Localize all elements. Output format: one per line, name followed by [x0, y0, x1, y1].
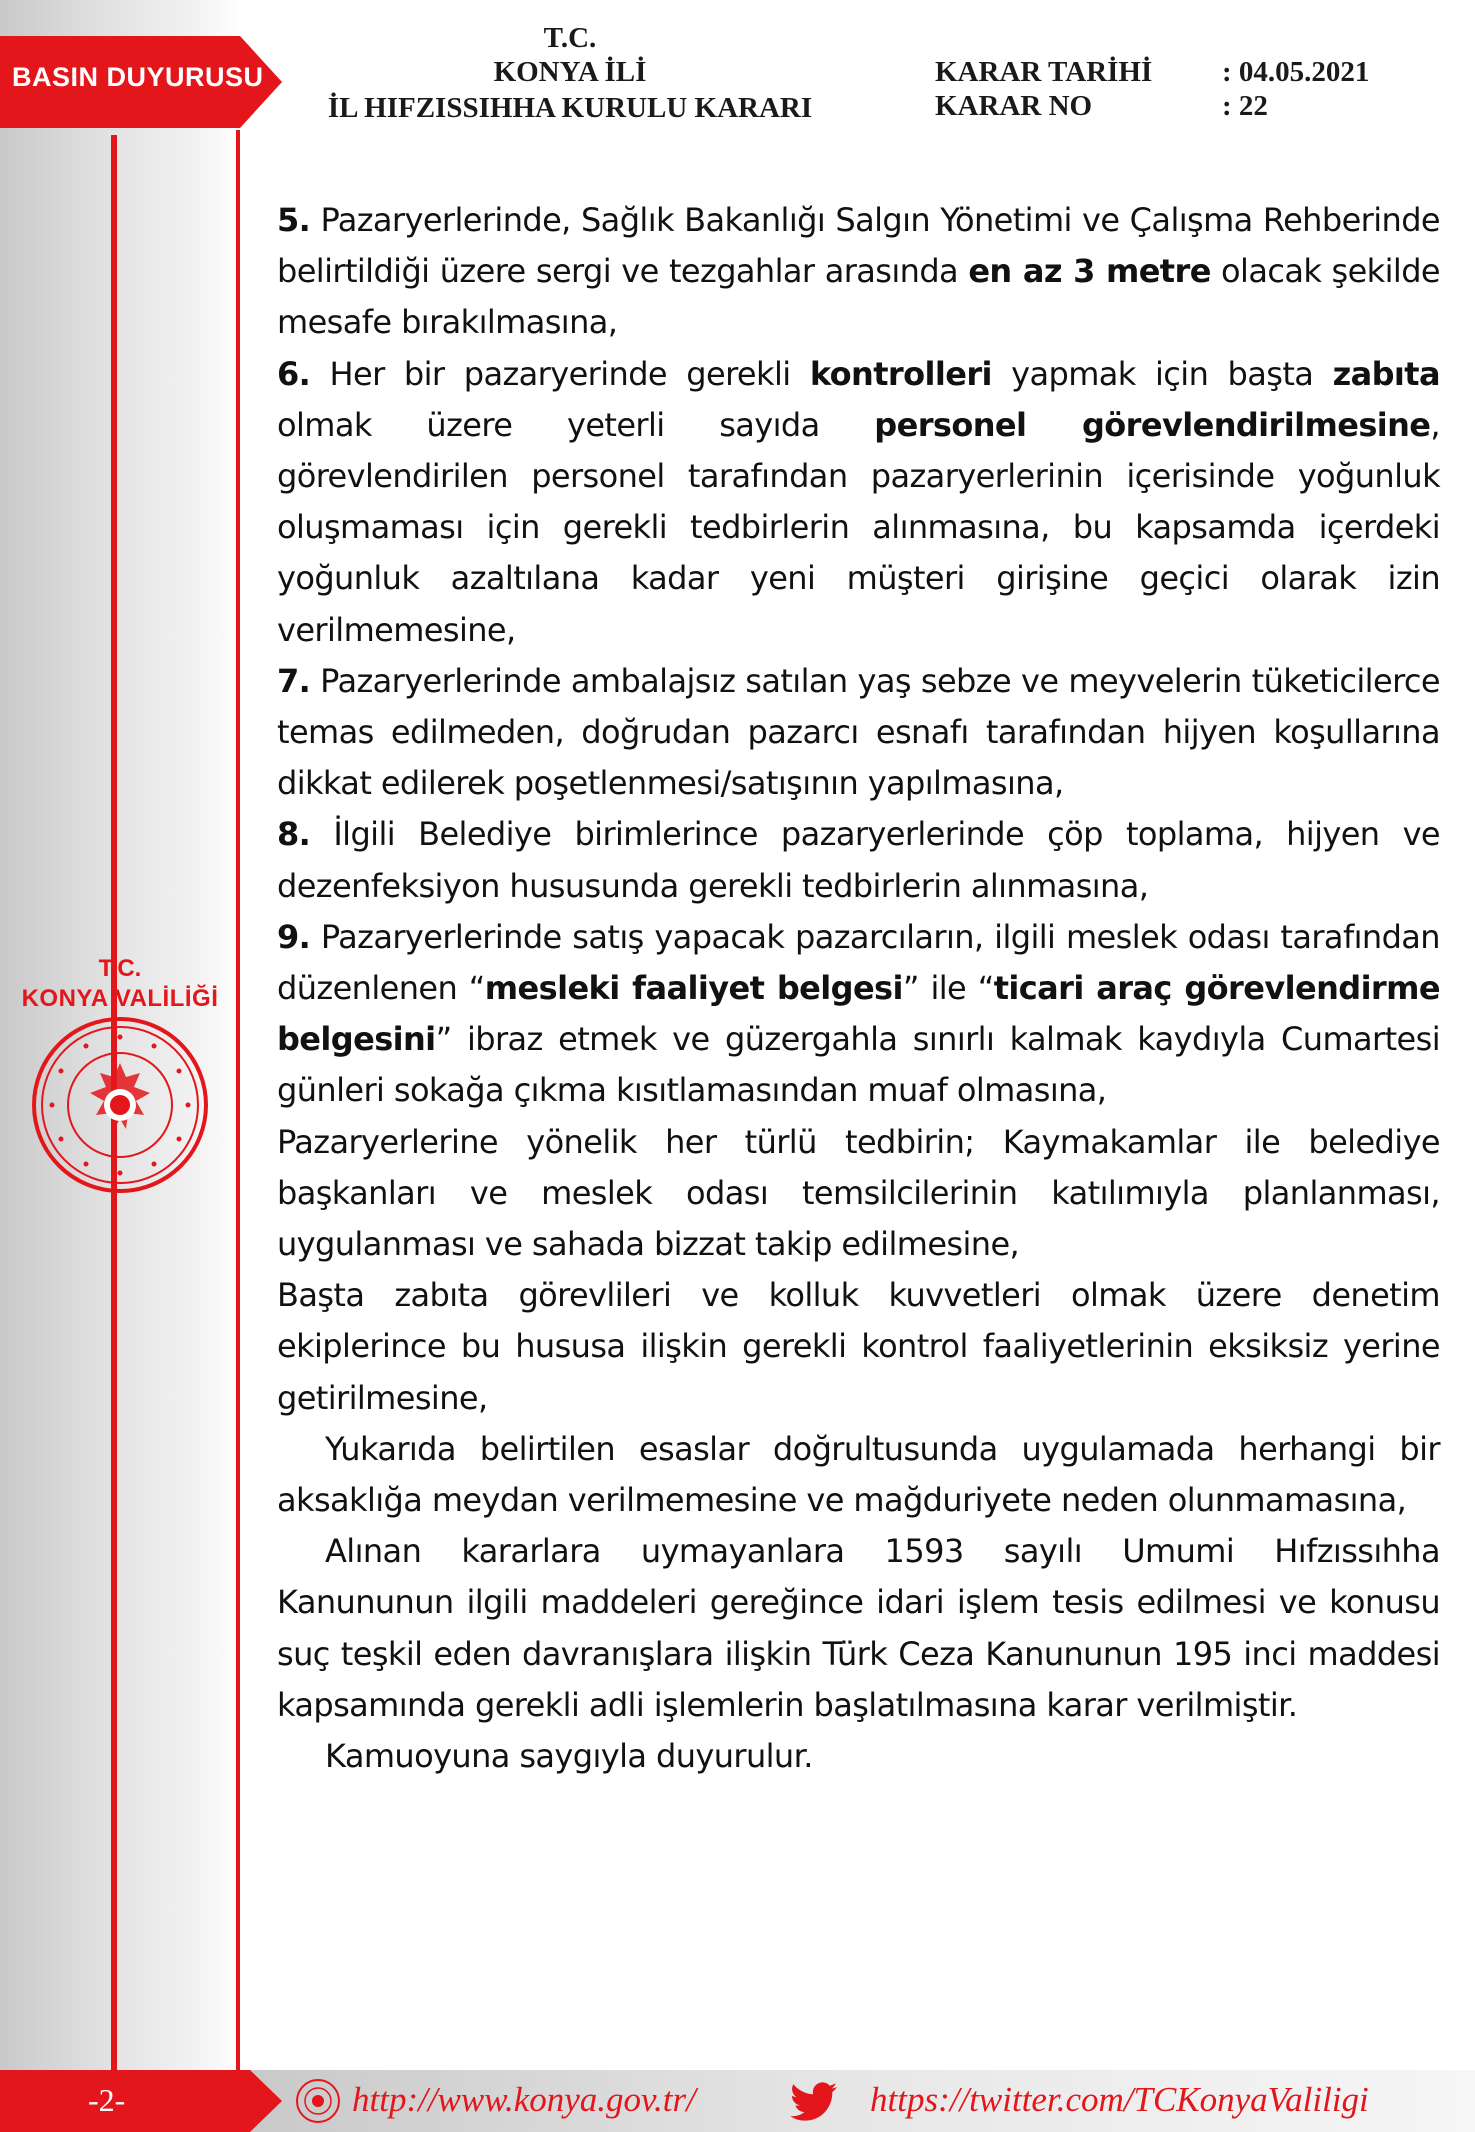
press-release-label: BASIN DUYURUSU	[12, 62, 264, 92]
paragraph-penalties: Alınan kararlara uymayanlara 1593 sayılı Umumi Hıfzıssıhha Kanununun ilgili maddeleri gereğince idari işlem tesis edilmesi ve konusu suç teşkil eden davranışlara ilişkin Türk Ceza Kanununun 195 inci maddesi kapsamında gerekli adli işlemlerin başlatılmasına karar verilmiştir.	[277, 1532, 1440, 1724]
item-7: 7. Pazaryerlerinde ambalajsız satılan yaş sebze ve meyvelerin tüketicilerce temas edilmeden, doğrudan pazarcı esnafı tarafından hijyen koşullarına dikkat edilerek poşetlenmesi/satışının yapılmasına,	[277, 661, 1440, 803]
paragraph-no-disruption: Yukarıda belirtilen esaslar doğrultusunda uygulamada herhangi bir aksaklığa meydan verilmemesine ve mağduriyete neden olunmamasına,	[277, 1429, 1440, 1520]
twitter-icon	[790, 2082, 838, 2122]
decision-no-label: KARAR NO	[935, 90, 1093, 122]
paragraph-measures: Pazaryerlerine yönelik her türlü tedbirin; Kaymakamlar ile belediye başkanları ve meslek odası temsilcilerinin katılımıyla planlanması, uygulanması ve sahada bizzat takip edilmesine,	[277, 1122, 1440, 1264]
item-5: 5. Pazaryerlerinde, Sağlık Bakanlığı Salgın Yönetimi ve Çalışma Rehberinde belirtildiği üzere sergi ve tezgahlar arasında en az 3 metre olacak şekilde mesafe bırakılmasına,	[277, 201, 1440, 342]
paragraph-inspection: Başta zabıta görevlileri ve kolluk kuvvetleri olmak üzere denetim ekiplerince bu hususa ilişkin gerekli kontrol faaliyetlerinin eksiksiz yerine getirilmesine,	[277, 1276, 1440, 1417]
header-province: KONYA İLİ	[493, 56, 647, 88]
sidebar-logo-tc: T.C.	[98, 955, 142, 982]
header-board-title: İL HIFZISSIHHA KURULU KARARI	[327, 92, 813, 124]
page-number: -2-	[88, 2082, 126, 2118]
governorate-seal-icon	[30, 1015, 210, 1195]
item-6: 6. Her bir pazaryerinde gerekli kontrolleri yapmak için başta zabıta olmak üzere yeterli sayıda personel görevlendirilmesine, görevlendirilen personel tarafından pazaryerlerinin içerisinde yoğunluk oluşmaması için gerekli tedbirlerin alınmasına, bu kapsamda içerdeki yoğunluk azaltılana kadar yeni müşteri girişine geçici olarak izin verilmemesine,	[277, 354, 1440, 649]
decision-body	[277, 195, 1440, 1782]
twitter-link[interactable]: https://twitter.com/TCKonyaValiligi	[870, 2080, 1369, 2119]
sidebar-border-line	[236, 130, 240, 2075]
decision-no-value: : 22	[1222, 90, 1268, 122]
header-tc: T.C.	[543, 22, 597, 54]
footer	[0, 2070, 1475, 2132]
decision-date-label: KARAR TARİHİ	[935, 56, 1153, 88]
footer-seal-icon	[295, 2078, 341, 2124]
item-9: 9. Pazaryerlerinde satış yapacak pazarcıların, ilgili meslek odası tarafından düzenlenen “mesleki faaliyet belgesi” ile “ticari araç görevlendirme belgesini” ibraz etmek ve güzergahla sınırlı kalmak kaydıyla Cumartesi günleri sokağa çıkma kısıtlamasından muaf olmasına,	[277, 917, 1440, 1110]
decision-date-value: : 04.05.2021	[1222, 56, 1370, 88]
sidebar-logo-name: KONYA VALİLİĞİ	[21, 985, 219, 1012]
item-8: 8. İlgili Belediye birimlerince pazaryerlerinde çöp toplama, hijyen ve dezenfeksiyon hususunda gerekli tedbirlerin alınmasına,	[277, 815, 1440, 905]
footer-page-tab	[0, 2070, 282, 2132]
paragraph-closing: Kamuoyuna saygıyla duyurulur.	[325, 1737, 813, 1776]
website-link[interactable]: http://www.konya.gov.tr/	[352, 2080, 696, 2119]
